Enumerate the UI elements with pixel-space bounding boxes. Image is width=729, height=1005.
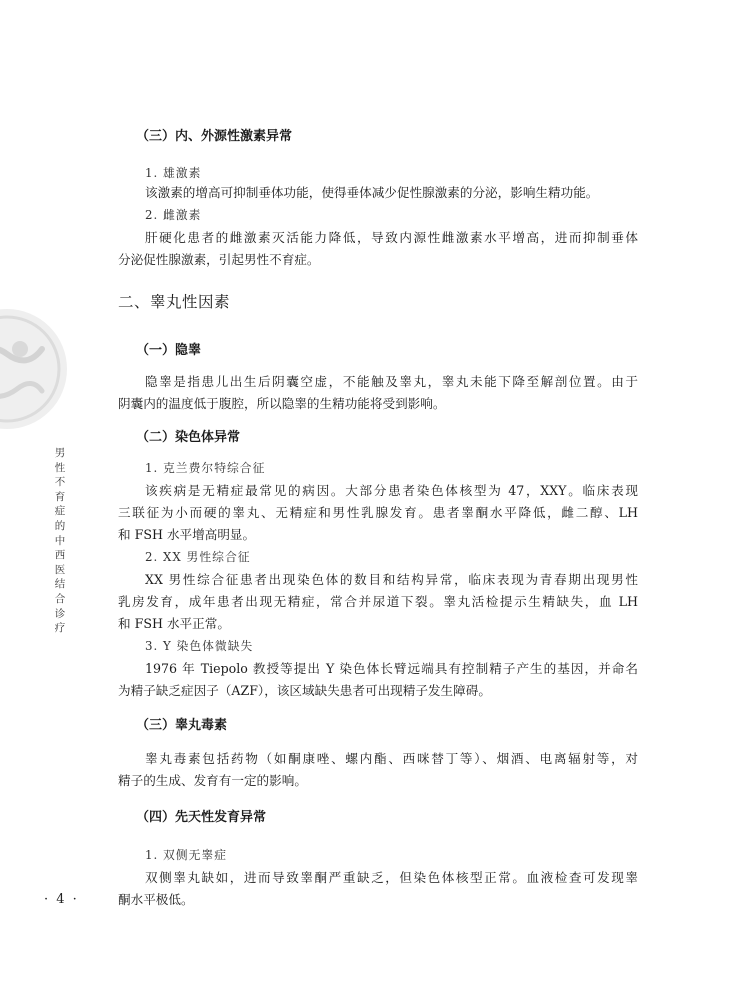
paragraph-line: 隐睾是指患儿出生后阴囊空虚，不能触及睾丸，睾丸未能下降至解剖位置。由于	[145, 374, 638, 389]
book-side-title: 男性不育症的中西医结合诊疗	[54, 447, 66, 635]
section-heading: （一）隐睾	[136, 343, 202, 358]
page-number: · 4 ·	[44, 892, 79, 907]
paragraph-line: 肝硬化患者的雌激素灭活能力降低，导致内源性雌激素水平增高，进而抑制垂体	[145, 230, 638, 245]
paragraph-line: 三联征为小而硬的睾丸、无精症和男性乳腺发育。患者睾酮水平降低，雌二醇、LH	[118, 505, 638, 520]
section-heading: （二）染色体异常	[136, 430, 241, 445]
paragraph-line: 阴囊内的温度低于腹腔，所以隐睾的生精功能将受到影响。	[118, 396, 446, 411]
paragraph-line: 1976 年 Tiepolo 教授等提出 Y 染色体长臂远端具有控制精子产生的基因，并命名	[145, 661, 638, 676]
subsection-heading: 2. 雌激素	[145, 208, 202, 222]
subsection-heading: 1. 双侧无睾症	[145, 848, 227, 862]
section-heading: （三）内、外源性激素异常	[136, 129, 293, 144]
subsection-heading: 3. Y 染色体微缺失	[145, 639, 254, 653]
paragraph-line: 该疾病是无精症最常见的病因。大部分患者染色体核型为 47，XXY。临床表现	[145, 483, 638, 498]
section-heading: （四）先天性发育异常	[136, 810, 267, 825]
paragraph-line: 乳房发育，成年患者出现无精症，常合并尿道下裂。睾丸活检提示生精缺失，血 LH	[118, 594, 638, 609]
decorative-seal-icon	[0, 304, 72, 434]
paragraph-line: 该激素的增高可抑制垂体功能，使得垂体减少促性腺激素的分泌，影响生精功能。	[145, 185, 599, 200]
paragraph-line: 分泌促性腺激素，引起男性不育症。	[118, 252, 320, 267]
paragraph-line: 为精子缺乏症因子（AZF），该区域缺失患者可出现精子发生障碍。	[118, 683, 491, 698]
section-heading: （三）睾丸毒素	[136, 718, 228, 733]
paragraph-line: 精子的生成、发育有一定的影响。	[118, 773, 307, 788]
subsection-heading: 1. 克兰费尔特综合征	[145, 461, 266, 475]
paragraph-line: 酮水平极低。	[118, 892, 194, 907]
paragraph-line: 和 FSH 水平增高明显。	[118, 527, 256, 542]
paragraph-line: 双侧睾丸缺如，进而导致睾酮严重缺乏，但染色体核型正常。血液检查可发现睾	[145, 870, 638, 885]
paragraph-line: 睾丸毒素包括药物（如酮康唑、螺内酯、西咪替丁等）、烟酒、电离辐射等，对	[145, 751, 638, 766]
chapter-heading: 二、睾丸性因素	[118, 293, 231, 311]
paragraph-line: 和 FSH 水平正常。	[118, 616, 230, 631]
subsection-heading: 1. 雄激素	[145, 166, 202, 180]
paragraph-line: XX 男性综合征患者出现染色体的数目和结构异常，临床表现为青春期出现男性	[145, 572, 638, 587]
subsection-heading: 2. XX 男性综合征	[145, 550, 251, 564]
